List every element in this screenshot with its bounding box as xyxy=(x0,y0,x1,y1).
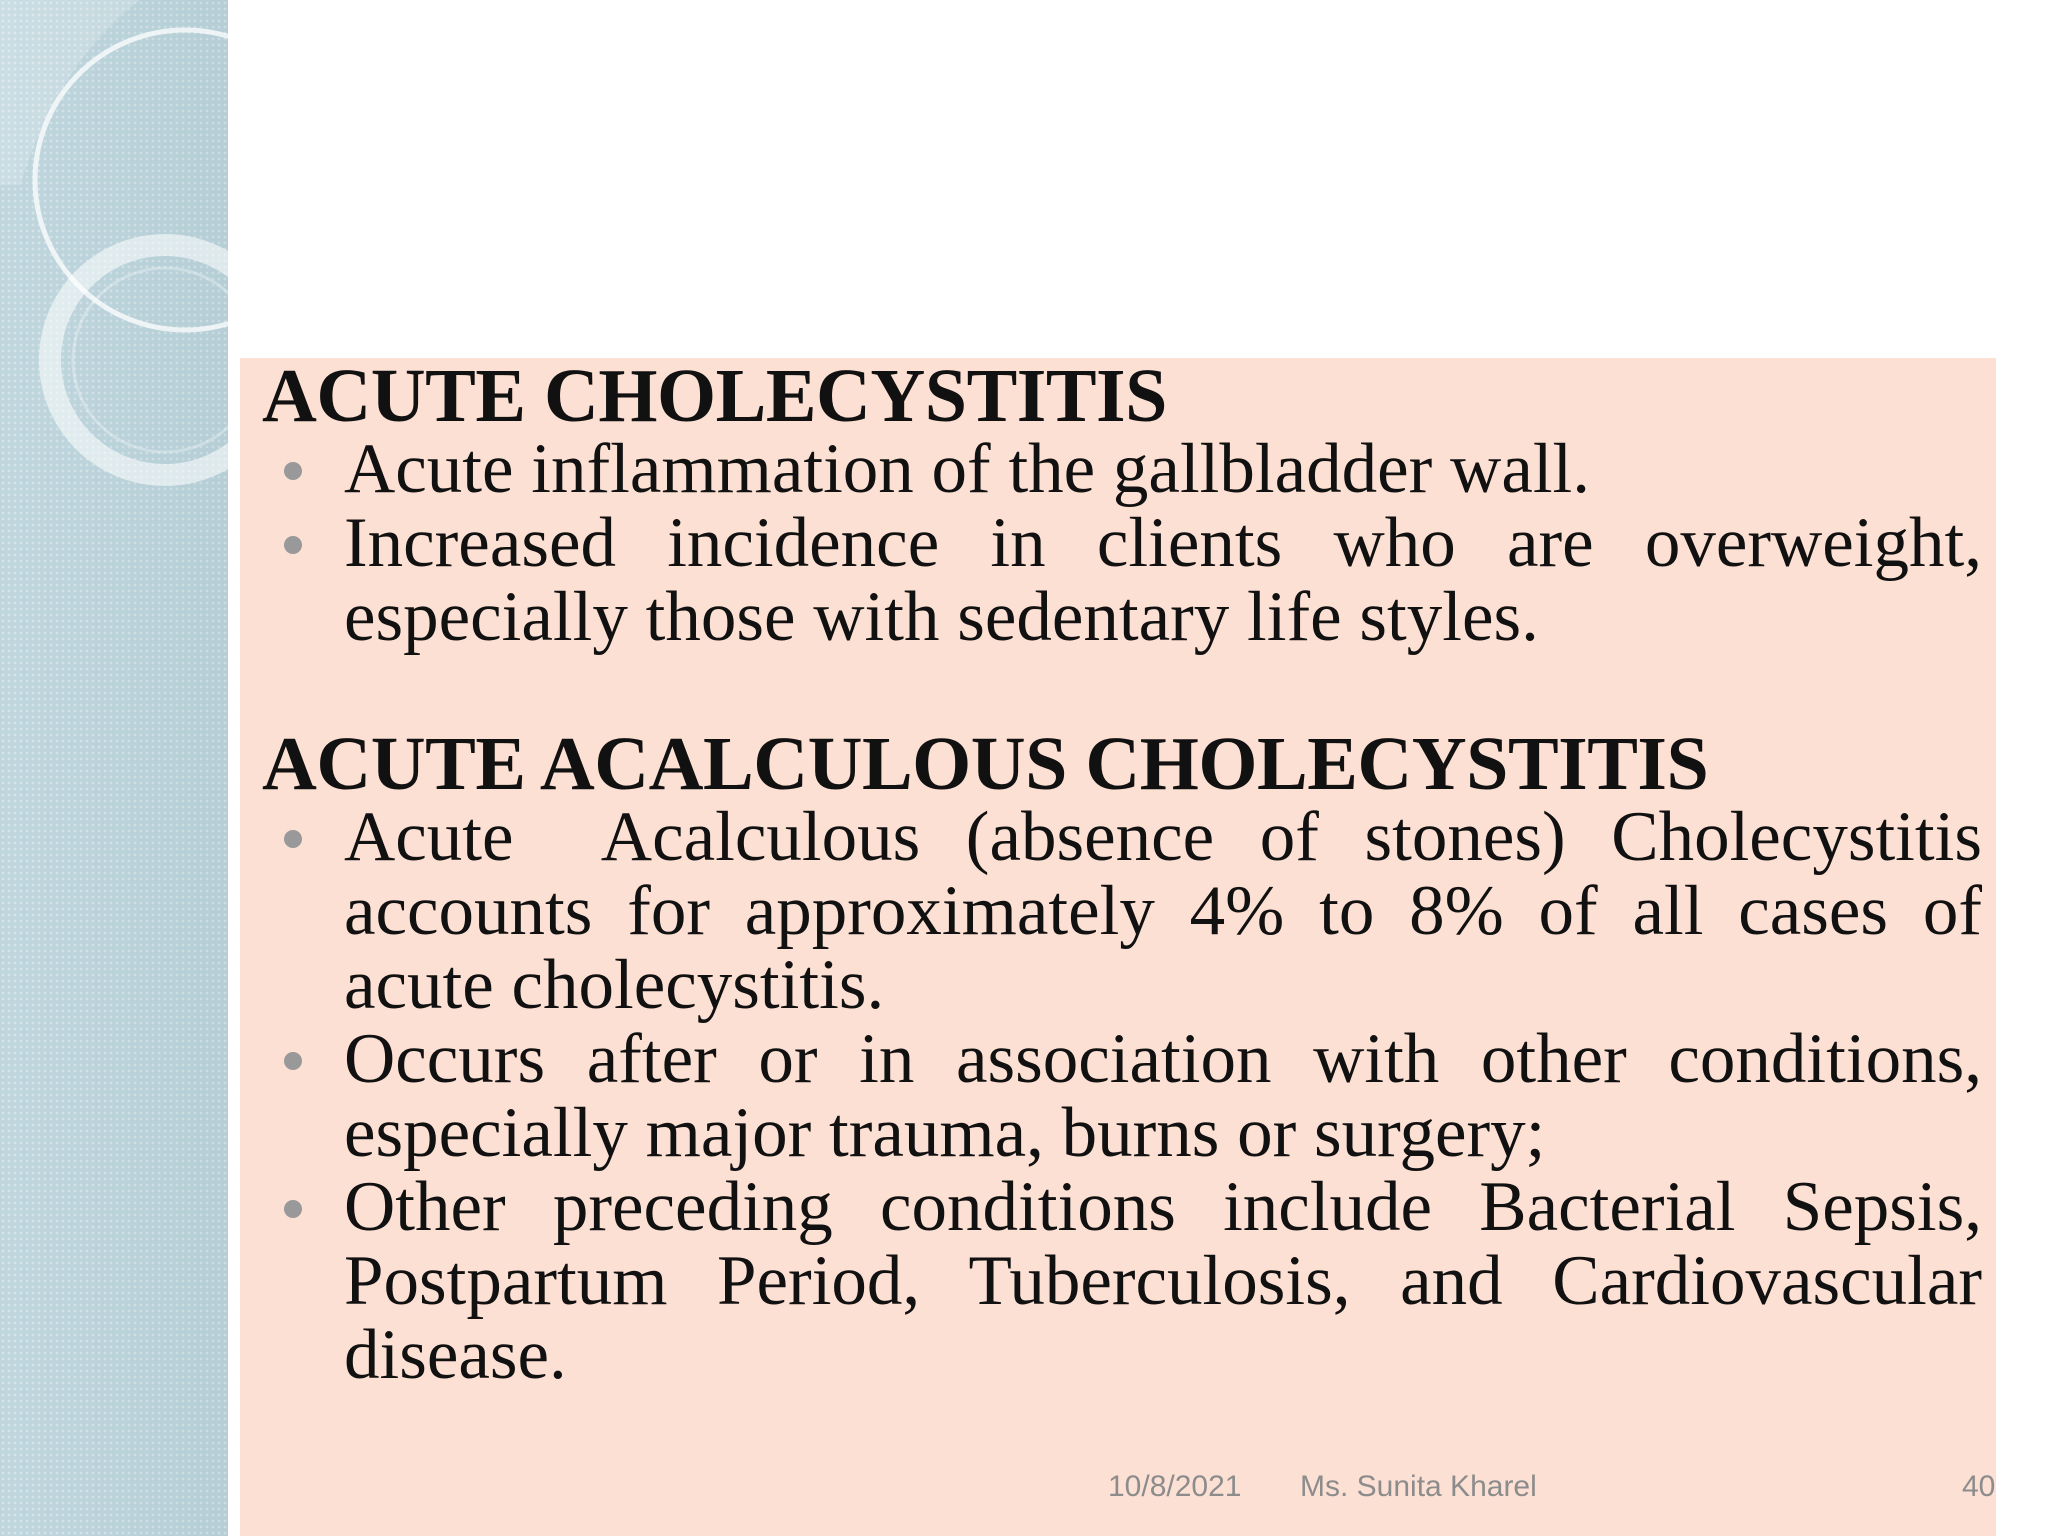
list-item xyxy=(262,1170,1982,1392)
bullet-dot-icon xyxy=(284,1200,302,1218)
heading-acute-cholecystitis: ACUTE CHOLECYSTITIS xyxy=(262,354,1167,438)
footer-author: Ms. Sunita Kharel xyxy=(1300,1470,1537,1503)
list-item xyxy=(262,506,1982,654)
bullet-dot-icon xyxy=(284,830,302,848)
bullet-text: Other preceding conditions include Bacterial Sepsis, Postpartum Period, Tuberculosis, and Cardiovascular disease. xyxy=(344,1168,1982,1394)
list-item xyxy=(262,798,2000,1024)
bullet-text: Occurs after or in association with other conditions, especially major trauma, burns or surgery; xyxy=(344,1020,1982,1172)
bullet-dot-icon xyxy=(284,536,302,554)
list-item xyxy=(262,432,1982,506)
bullet-dot-icon xyxy=(284,1052,302,1070)
decorative-rings xyxy=(0,0,260,520)
bullet-text: Acute inflammation of the gallbladder wall. xyxy=(344,430,1591,508)
heading-acute-acalculous-cholecystitis: ACUTE ACALCULOUS CHOLECYSTITIS xyxy=(262,722,1709,806)
footer-page-number: 40 xyxy=(1962,1470,1996,1503)
bullet-text: Increased incidence in clients who are overweight, especially those with sedentary life styles. xyxy=(344,504,1982,656)
bullet-list-acute-cholecystitis xyxy=(262,432,1982,654)
list-item xyxy=(262,1022,1982,1170)
footer-date: 10/8/2021 xyxy=(1108,1470,1242,1503)
slide-body xyxy=(262,354,2000,1394)
bullet-list-acalculous xyxy=(262,798,2000,1394)
bullet-dot-icon xyxy=(284,462,302,480)
bullet-text: Acute Acalculous (absence of stones) Cholecystitis accounts for approximately 4% to 8% of all cases of acute cholecystitis. xyxy=(344,798,2000,1024)
